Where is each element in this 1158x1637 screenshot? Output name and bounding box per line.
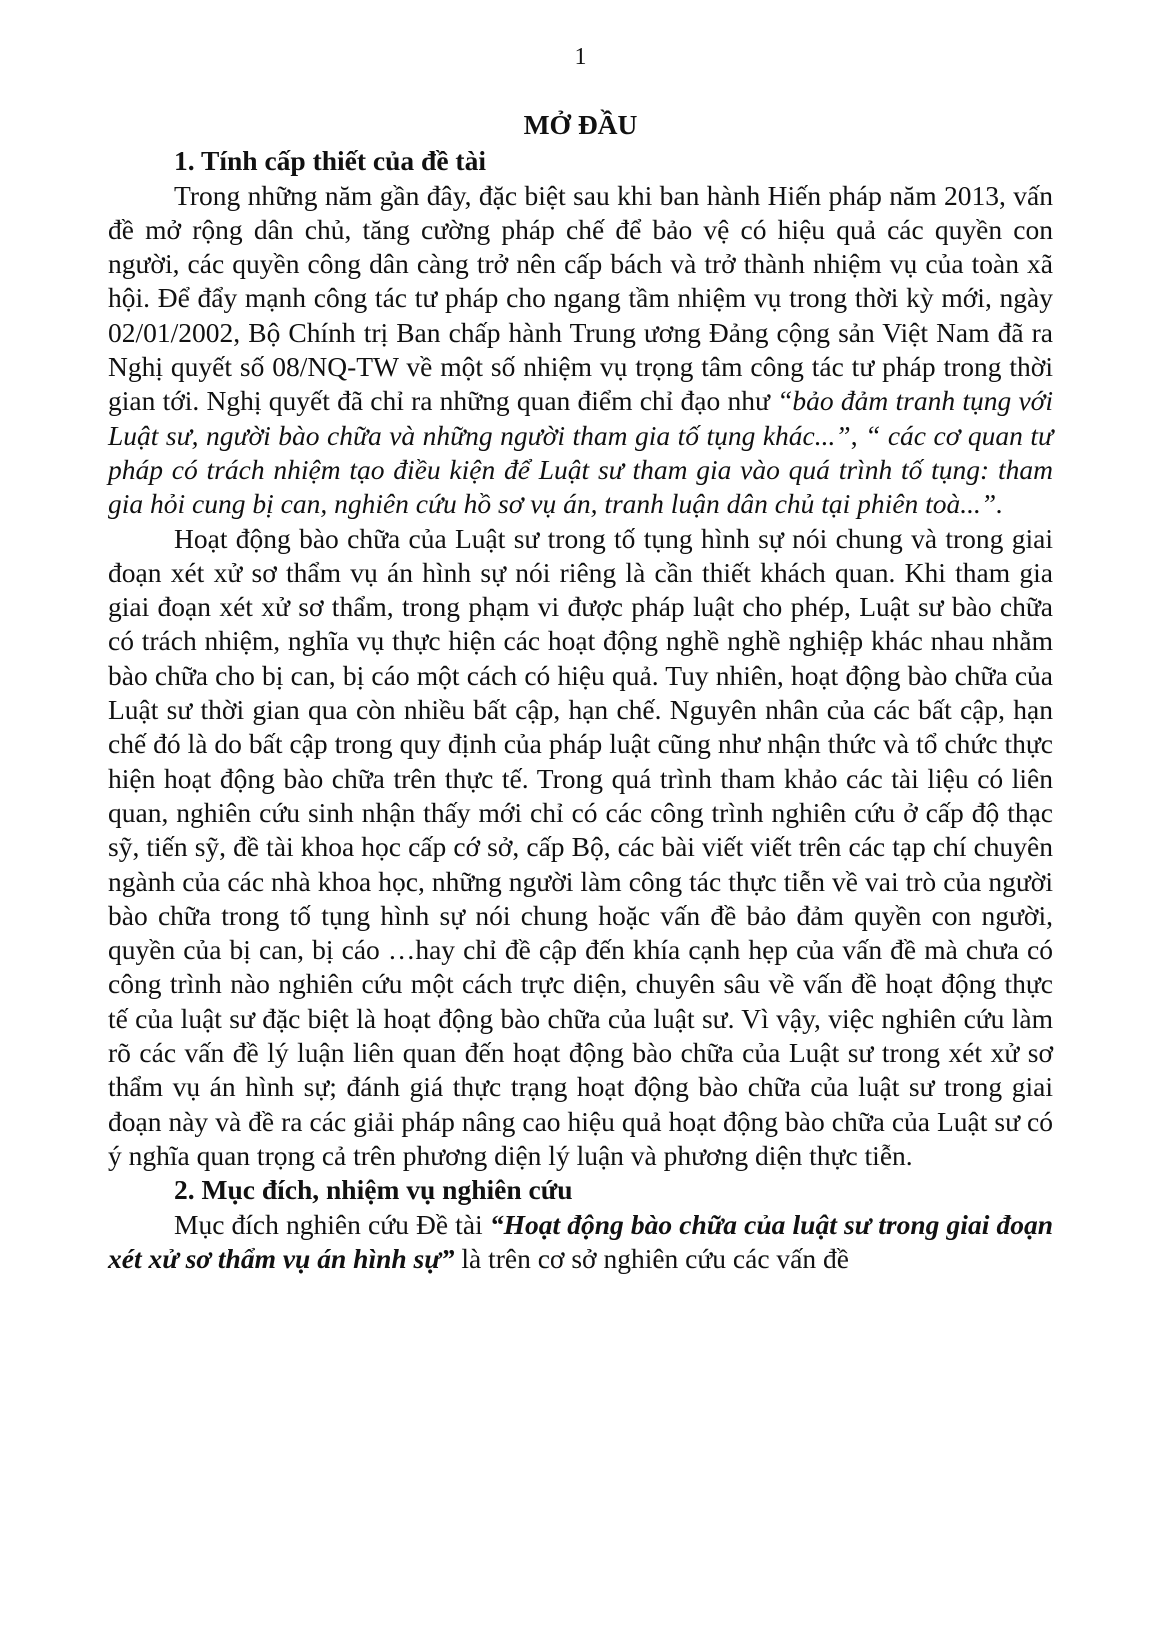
- section-heading-1: 1. Tính cấp thiết của đề tài: [174, 145, 486, 177]
- paragraph-3: [108, 1208, 1053, 1277]
- paragraph-1-text: Trong những năm gần đây, đặc biệt sau khi ban hành Hiến pháp năm 2013, vấn đề mở rộng dân chủ, tăng cường pháp chế để bảo vệ có hiệu quả các quyền con người, các quyền công dân càng trở nên cấp bách và trở thành nhiệm vụ của toàn xã hội. Để đẩy mạnh công tác tư pháp cho ngang tầm nhiệm vụ trong thời kỳ mới, ngày 02/01/2002, Bộ Chính trị Ban chấp hành Trung ương Đảng cộng sản Việt Nam đã ra Nghị quyết số 08/NQ-TW về một số nhiệm vụ trọng tâm công tác tư pháp trong thời gian tới. Nghị quyết đã chỉ ra những quan điểm chỉ đạo như: [108, 179, 1053, 417]
- section-heading-2: 2. Mục đích, nhiệm vụ nghiên cứu: [174, 1174, 573, 1206]
- quote-1: “bảo đảm tranh tụng với Luật sư, người bào chữa và những người tham gia tố tụng khác...”: [108, 385, 1053, 451]
- paragraph-3-text: Mục đích nghiên cứu Đề tài: [174, 1208, 490, 1240]
- quote-separator: ,: [850, 419, 866, 451]
- thesis-title: “Hoạt động bào chữa của luật sư trong giai đoạn xét xử sơ thẩm vụ án hình sự”: [108, 1208, 1054, 1274]
- paragraph-1: [108, 179, 1053, 522]
- paragraph-3-tail: là trên cơ sở nghiên cứu các vấn đề: [454, 1242, 849, 1274]
- paragraph-2: Hoạt động bào chữa của Luật sư trong tố tụng hình sự nói chung và trong giai đoạn xét xử sơ thẩm vụ án hình sự nói riêng là cần thiết khách quan. Khi tham gia giai đoạn xét xử sơ thẩm, trong phạm vi được pháp luật cho phép, Luật sư bào chữa có trách nhiệm, nghĩa vụ thực hiện các hoạt động nghề nghề nghiệp khác nhau nhằm bào chữa cho bị can, bị cáo một cách có hiệu quả. Tuy nhiên, hoạt động bào chữa của Luật sư thời gian qua còn nhiều bất cập, hạn chế. Nguyên nhân của các bất cập, hạn chế đó là do bất cập trong quy định của pháp luật cũng như nhận thức và tổ chức thực hiện hoạt động bào chữa trên thực tế. Trong quá trình tham khảo các tài liệu có liên quan, nghiên cứu sinh nhận thấy mới chỉ có các công trình nghiên cứu ở cấp độ thạc sỹ, tiến sỹ, đề tài khoa học cấp cớ sở, cấp Bộ, các bài viết viết trên các tạp chí chuyên ngành của các nhà khoa học, những người làm công tác thực tiễn về vai trò của người bào chữa trong tố tụng hình sự nói chung hoặc vấn đề bảo đảm quyền con người, quyền của bị can, bị cáo …hay chỉ đề cập đến khía cạnh hẹp của vấn đề mà chưa có công trình nào nghiên cứu một cách trực diện, chuyên sâu về vấn đề hoạt động thực tế của luật sư đặc biệt là hoạt động bào chữa của luật sư. Vì vậy, việc nghiên cứu làm rõ các vấn đề lý luận liên quan đến hoạt động bào chữa của Luật sư trong xét xử sơ thẩm vụ án hình sự; đánh giá thực trạng hoạt động bào chữa của luật sư trong giai đoạn này và đề ra các giải pháp nâng cao hiệu quả hoạt động bào chữa của Luật sư có ý nghĩa quan trọng cả trên phương diện lý luận và phương diện thực tiễn.: [108, 522, 1053, 1171]
- document-title: MỞ ĐẦU: [523, 109, 638, 140]
- quote-2: “ các cơ quan tư pháp có trách nhiệm tạo điều kiện để Luật sư tham gia vào quá trình tố tụng: tham gia hỏi cung bị can, nghiên cứu hồ sơ vụ án, tranh luận dân chủ tại phiên toà...”.: [108, 419, 1053, 520]
- page-number: 1: [574, 44, 587, 70]
